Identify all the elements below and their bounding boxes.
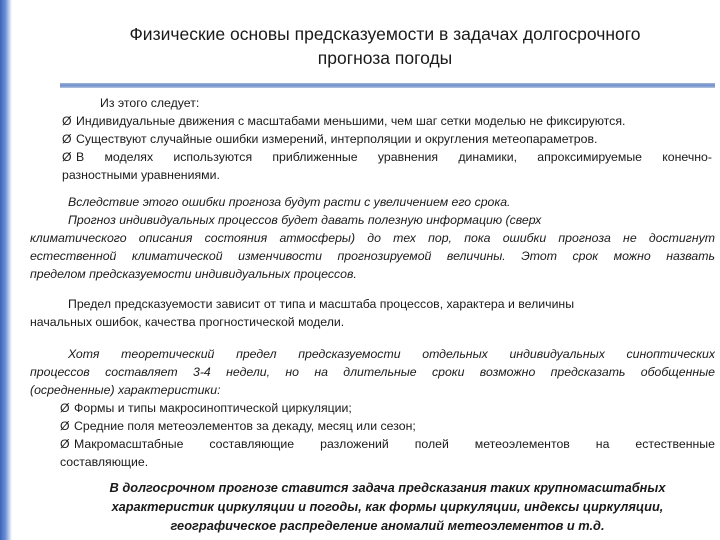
- paragraph-line: Предел предсказуемости зависит от типа и масштаба процессов, характера и величины: [68, 297, 575, 311]
- paragraph-line: естественной климатической изменчивости прогнозируемой величины. Этот срок можно назвать: [30, 249, 715, 263]
- title-divider: [60, 83, 715, 88]
- bullet-text: Средние поля метеоэлементов за декаду, месяц или сезон;: [74, 419, 416, 433]
- paragraph-line: В долгосрочном прогнозе ставится задача предсказания таких крупномасштабных: [109, 480, 666, 495]
- left-accent-bar: [0, 0, 12, 540]
- predictability-limit-paragraph: [30, 295, 715, 331]
- long-range-forecast-task: [60, 478, 715, 535]
- paragraph-line: климатического описания состояния атмосферы) до тех пор, пока ошибки прогноза не достигнут: [30, 231, 715, 245]
- bullet-text: Макромасштабные составляющие разложений полей метеоэлементов на естественные: [74, 437, 715, 451]
- arrow-bullet-icon: Ø: [62, 114, 72, 128]
- title-line-1: Физические основы предсказуемости в задачах долгосрочного: [129, 24, 641, 44]
- arrow-bullet-icon: Ø: [60, 419, 70, 433]
- generalized-characteristics-block: [30, 345, 715, 471]
- bullet-continuation: составляющие.: [60, 455, 149, 469]
- arrow-bullet-icon: Ø: [62, 150, 72, 164]
- bullet-item: [30, 399, 715, 417]
- paragraph-line: начальных ошибок, качества прогностической модели.: [30, 315, 345, 329]
- paragraph-line: географическое распределение аномалий метеоэлементов и т.д.: [170, 518, 605, 533]
- bullet-continuation: разностными уравнениями.: [62, 168, 220, 182]
- bullet-text: В моделях используются приближенные уравнения динамики, апроксимируемые конечно-: [76, 150, 712, 164]
- paragraph-line: Прогноз индивидуальных процессов будет давать полезную информацию (сверх: [68, 213, 542, 227]
- paragraph-line: пределом предсказуемости индивидуальных процессов.: [30, 267, 357, 281]
- consequences-block: [62, 94, 712, 184]
- paragraph-line: характеристик циркуляции и погоды, как формы циркуляции, индексы циркуляции,: [111, 499, 664, 514]
- bullet-item: [62, 130, 712, 148]
- paragraph-line: Вследствие этого ошибки прогноза будут расти с увеличением его срока.: [68, 195, 511, 209]
- paragraph-line: процессов составляет 3-4 недели, но на длительные сроки возможно предсказать обобщенные: [30, 365, 715, 379]
- bullet-text: Индивидуальные движения с масштабами меньшими, чем шаг сетки моделью не фиксируются.: [76, 114, 626, 128]
- paragraph-line: (осредненные) характеристики:: [30, 383, 221, 397]
- paragraph-line: Хотя теоретический предел предсказуемости отдельных индивидуальных синоптических: [68, 347, 715, 361]
- bullet-item: [30, 417, 715, 435]
- bullet-item: [62, 148, 712, 166]
- bullet-item: [62, 112, 712, 130]
- consequences-lead: Из этого следует:: [100, 96, 200, 110]
- bullet-item: [30, 435, 715, 453]
- bullet-text: Формы и типы макросиноптической циркуляции;: [74, 401, 352, 415]
- arrow-bullet-icon: Ø: [60, 401, 70, 415]
- title-line-2: прогноза погоды: [317, 48, 453, 68]
- arrow-bullet-icon: Ø: [62, 132, 72, 146]
- slide-title: [40, 22, 720, 70]
- error-growth-paragraph: [30, 193, 715, 283]
- arrow-bullet-icon: Ø: [60, 437, 70, 451]
- bullet-text: Существуют случайные ошибки измерений, интерполяции и округления метеопараметров.: [76, 132, 598, 146]
